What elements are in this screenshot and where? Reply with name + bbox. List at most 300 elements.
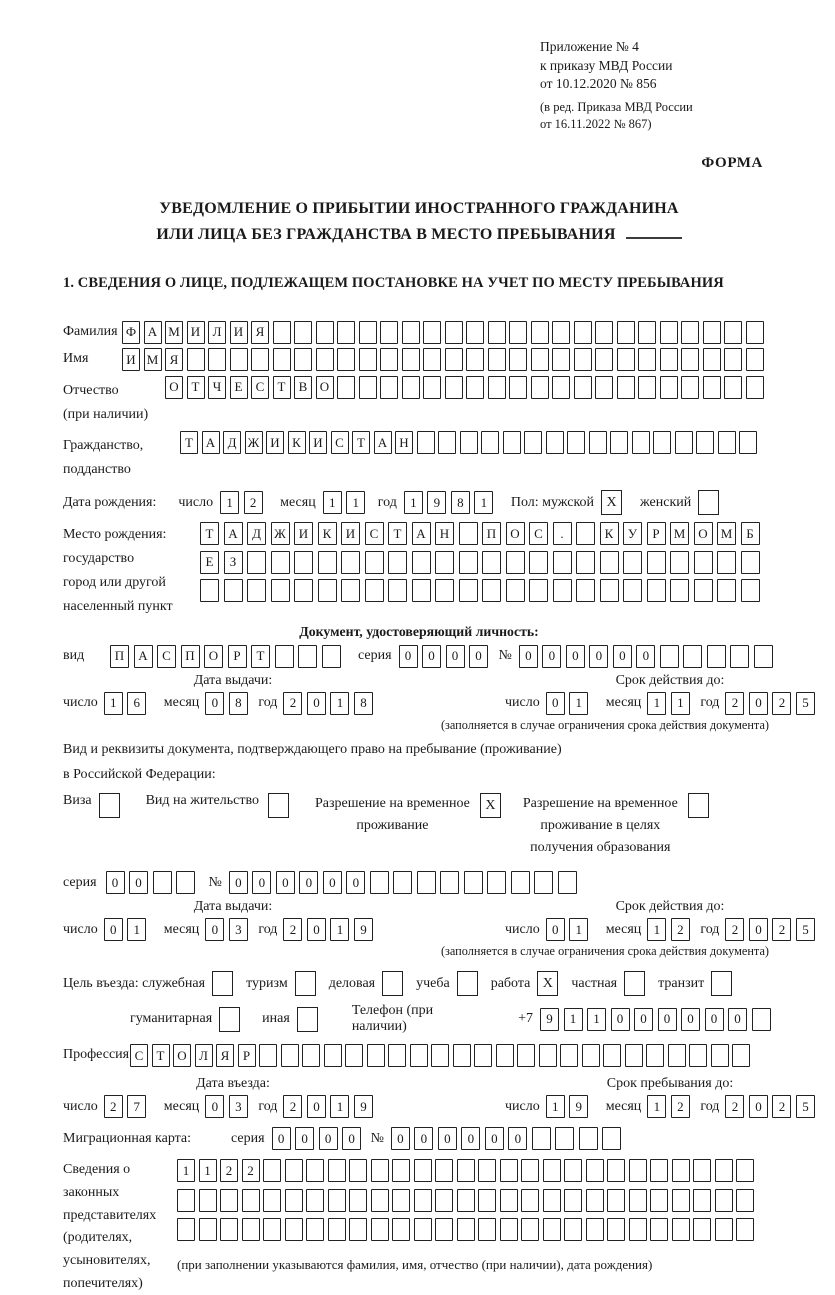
char-cell <box>567 431 585 454</box>
char-cell <box>402 348 420 371</box>
char-cell <box>689 1044 707 1067</box>
state-label: государство <box>63 551 135 567</box>
char-cell: 1 <box>587 1008 606 1031</box>
char-cell: И <box>309 431 327 454</box>
char-cell <box>500 1218 518 1241</box>
char-cell <box>199 1189 217 1212</box>
char-cell: У <box>623 522 642 545</box>
char-cell <box>711 1044 729 1067</box>
char-cell: П <box>482 522 501 545</box>
char-cell <box>328 1218 346 1241</box>
char-cell: О <box>165 376 183 399</box>
char-cell <box>694 579 713 602</box>
char-cell <box>316 348 334 371</box>
char-cell: Р <box>238 1044 256 1067</box>
month-label: месяц <box>605 1098 642 1114</box>
char-cell: О <box>316 376 334 399</box>
char-cell <box>646 1044 664 1067</box>
char-cell <box>602 1127 621 1150</box>
char-cell <box>322 645 341 668</box>
entry-month-boxes <box>205 1095 252 1118</box>
char-cell <box>586 1159 604 1182</box>
char-cell <box>306 1189 324 1212</box>
char-cell <box>464 871 483 894</box>
char-cell <box>629 1218 647 1241</box>
char-cell: А <box>224 522 243 545</box>
char-cell <box>715 1189 733 1212</box>
permit-valid-month-boxes <box>647 918 694 941</box>
char-cell: 1 <box>647 1095 666 1118</box>
representatives-boxes-row3 <box>177 1218 758 1241</box>
char-cell <box>610 431 628 454</box>
revision-line: от 16.11.2022 № 867) <box>540 117 652 132</box>
char-cell <box>718 431 736 454</box>
char-cell <box>414 1218 432 1241</box>
purpose-study-label: учеба <box>416 975 450 991</box>
char-cell: 0 <box>307 692 326 715</box>
char-cell: 0 <box>749 918 768 941</box>
char-cell: 5 <box>796 1095 815 1118</box>
char-cell: С <box>130 1044 148 1067</box>
char-cell: К <box>288 431 306 454</box>
citizenship-row <box>63 431 775 482</box>
char-cell <box>717 551 736 574</box>
char-cell <box>521 1159 539 1182</box>
char-cell: 2 <box>671 918 690 941</box>
doc-number-boxes <box>519 645 778 668</box>
permit-issue-date-label: Дата выдачи: <box>193 899 273 915</box>
char-cell <box>445 321 463 344</box>
char-cell <box>482 551 501 574</box>
char-cell: 0 <box>422 645 441 668</box>
char-cell: О <box>506 522 525 545</box>
char-cell <box>623 551 642 574</box>
month-label: месяц <box>163 695 200 711</box>
char-cell <box>586 1189 604 1212</box>
char-cell <box>488 376 506 399</box>
char-cell <box>423 348 441 371</box>
char-cell <box>715 1218 733 1241</box>
char-cell <box>488 321 506 344</box>
char-cell: 0 <box>129 871 148 894</box>
char-cell <box>595 376 613 399</box>
sex-male-label: Пол: мужской <box>510 494 595 510</box>
char-cell: 1 <box>323 491 342 514</box>
char-cell: Т <box>251 645 270 668</box>
char-cell <box>703 348 721 371</box>
appendix-line: от 10.12.2020 № 856 <box>540 76 657 92</box>
char-cell: Н <box>435 522 454 545</box>
day-label: число <box>178 494 214 510</box>
year-label: год <box>700 695 720 711</box>
char-cell <box>579 1127 598 1150</box>
char-cell <box>696 431 714 454</box>
char-cell: 2 <box>725 692 744 715</box>
char-cell <box>273 321 291 344</box>
char-cell: М <box>717 522 736 545</box>
char-cell: 1 <box>199 1159 217 1182</box>
char-cell <box>423 376 441 399</box>
char-cell <box>349 1189 367 1212</box>
visa-checkbox <box>99 793 120 818</box>
char-cell <box>511 871 530 894</box>
char-cell <box>703 376 721 399</box>
char-cell <box>478 1189 496 1212</box>
char-cell <box>251 348 269 371</box>
char-cell <box>647 551 666 574</box>
year-label: год <box>258 1098 278 1114</box>
char-cell <box>500 1189 518 1212</box>
char-cell <box>539 1044 557 1067</box>
char-cell <box>460 431 478 454</box>
temp-residence-edu-label-line2: проживание в целях <box>540 818 661 834</box>
char-cell <box>365 579 384 602</box>
char-cell <box>285 1218 303 1241</box>
doc-number-label: № <box>498 648 512 664</box>
purpose-other-checkbox <box>297 1007 318 1032</box>
doc-series-label: серия <box>358 648 392 664</box>
year-label: год <box>258 695 278 711</box>
char-cell <box>263 1159 281 1182</box>
char-cell <box>200 579 219 602</box>
char-cell: Н <box>395 431 413 454</box>
char-cell <box>672 1159 690 1182</box>
permit-number-label: № <box>208 874 222 890</box>
representatives-boxes-row1 <box>177 1159 758 1182</box>
char-cell <box>531 376 549 399</box>
doc-kind-label: вид <box>63 648 85 664</box>
char-cell <box>531 348 549 371</box>
purpose-study-checkbox <box>457 971 478 996</box>
permit-series-boxes <box>106 871 200 894</box>
char-cell: Л <box>195 1044 213 1067</box>
char-cell: 9 <box>427 491 446 514</box>
char-cell: 6 <box>127 692 146 715</box>
char-cell <box>560 1044 578 1067</box>
char-cell: 9 <box>569 1095 588 1118</box>
char-cell <box>414 1189 432 1212</box>
char-cell: 8 <box>354 692 373 715</box>
char-cell: 2 <box>671 1095 690 1118</box>
identity-doc-heading: Документ, удостоверяющий личность: <box>299 623 539 639</box>
char-cell: 9 <box>354 918 373 941</box>
char-cell <box>365 551 384 574</box>
char-cell: 9 <box>354 1095 373 1118</box>
purpose-transit-checkbox <box>711 971 732 996</box>
char-cell <box>589 431 607 454</box>
char-cell <box>324 1044 342 1067</box>
migration-card-row <box>63 1127 775 1150</box>
char-cell: О <box>694 522 713 545</box>
char-cell <box>294 321 312 344</box>
char-cell <box>294 579 313 602</box>
char-cell: Ф <box>122 321 140 344</box>
month-label: месяц <box>163 921 200 937</box>
char-cell: 5 <box>796 918 815 941</box>
char-cell <box>693 1218 711 1241</box>
char-cell: П <box>110 645 129 668</box>
patronymic-row <box>63 376 775 427</box>
char-cell <box>438 431 456 454</box>
month-label: месяц <box>280 494 316 510</box>
char-cell <box>247 551 266 574</box>
birth-place-boxes-row1 <box>200 522 764 545</box>
temp-residence-edu-label-line1: Разрешение на временное <box>522 796 678 812</box>
char-cell <box>595 321 613 344</box>
permit-series-label: серия <box>63 874 97 890</box>
char-cell: 0 <box>342 1127 361 1150</box>
char-cell <box>754 645 773 668</box>
char-cell <box>414 1159 432 1182</box>
char-cell: Т <box>152 1044 170 1067</box>
patronymic-note: (при наличии) <box>63 406 149 422</box>
char-cell: 2 <box>772 918 791 941</box>
char-cell <box>275 645 294 668</box>
char-cell: Я <box>165 348 183 371</box>
char-cell <box>431 1044 449 1067</box>
permit-valid-until-label: Срок действия до: <box>615 899 725 915</box>
char-cell <box>487 871 506 894</box>
char-cell: Я <box>251 321 269 344</box>
char-cell: 0 <box>634 1008 653 1031</box>
char-cell <box>466 376 484 399</box>
char-cell: 2 <box>242 1159 260 1182</box>
char-cell <box>402 321 420 344</box>
char-cell <box>281 1044 299 1067</box>
char-cell <box>739 431 757 454</box>
purpose-official-checkbox <box>212 971 233 996</box>
char-cell <box>263 1189 281 1212</box>
char-cell <box>681 376 699 399</box>
entry-dates-row <box>63 1076 809 1118</box>
purpose-tourism-label: туризм <box>246 975 288 991</box>
char-cell: 0 <box>346 871 365 894</box>
char-cell: 0 <box>658 1008 677 1031</box>
char-cell: 0 <box>589 645 608 668</box>
char-cell: 9 <box>540 1008 559 1031</box>
char-cell: Е <box>230 376 248 399</box>
purpose-transit-label: транзит <box>658 975 705 991</box>
char-cell <box>717 579 736 602</box>
char-cell: В <box>294 376 312 399</box>
char-cell <box>435 579 454 602</box>
city-label1: город или другой <box>63 575 166 591</box>
char-cell <box>638 348 656 371</box>
day-label: число <box>505 1098 540 1114</box>
month-label: месяц <box>605 921 642 937</box>
char-cell <box>694 551 713 574</box>
temp-residence-label-line1: Разрешение на временное <box>314 796 470 812</box>
char-cell <box>741 579 760 602</box>
char-cell <box>371 1189 389 1212</box>
char-cell <box>412 551 431 574</box>
char-cell <box>488 348 506 371</box>
char-cell: 0 <box>323 871 342 894</box>
char-cell: 8 <box>229 692 248 715</box>
char-cell <box>576 579 595 602</box>
char-cell: Ч <box>208 376 226 399</box>
char-cell: 0 <box>205 1095 224 1118</box>
char-cell <box>660 321 678 344</box>
char-cell <box>271 579 290 602</box>
char-cell: Т <box>187 376 205 399</box>
char-cell <box>595 348 613 371</box>
rep-label-line4: (родителях, <box>63 1230 133 1246</box>
purpose-work-checkbox: X <box>537 971 558 996</box>
char-cell: 1 <box>177 1159 195 1182</box>
char-cell <box>574 376 592 399</box>
char-cell <box>445 376 463 399</box>
char-cell <box>388 579 407 602</box>
entry-purpose-row2 <box>130 1003 775 1035</box>
char-cell <box>672 1218 690 1241</box>
char-cell: М <box>670 522 689 545</box>
temp-residence-checkbox: X <box>480 793 501 818</box>
rep-label-line2: законных <box>63 1185 120 1201</box>
char-cell <box>359 321 377 344</box>
char-cell: О <box>173 1044 191 1067</box>
form-title-line1: УВЕДОМЛЕНИЕ О ПРИБЫТИИ ИНОСТРАННОГО ГРАЖДАНИНА <box>159 200 679 218</box>
permit-issue-day-boxes <box>104 918 151 941</box>
birth-year-boxes <box>404 491 498 514</box>
char-cell <box>263 1218 281 1241</box>
char-cell <box>316 321 334 344</box>
permit-valid-year-boxes <box>725 918 819 941</box>
char-cell: И <box>187 321 205 344</box>
char-cell: А <box>374 431 392 454</box>
char-cell <box>670 579 689 602</box>
char-cell: 0 <box>705 1008 724 1031</box>
appendix-line: Приложение № 4 <box>540 39 639 54</box>
birth-month-boxes <box>323 491 370 514</box>
char-cell <box>529 551 548 574</box>
char-cell <box>607 1159 625 1182</box>
char-cell: 0 <box>446 645 465 668</box>
char-cell <box>752 1008 771 1031</box>
char-cell: 2 <box>283 1095 302 1118</box>
char-cell <box>650 1218 668 1241</box>
char-cell <box>600 579 619 602</box>
char-cell: И <box>341 522 360 545</box>
char-cell: М <box>165 321 183 344</box>
char-cell <box>459 579 478 602</box>
char-cell <box>302 1044 320 1067</box>
surname-boxes <box>122 321 767 344</box>
char-cell: Л <box>208 321 226 344</box>
char-cell: 0 <box>613 645 632 668</box>
char-cell: И <box>266 431 284 454</box>
char-cell: 0 <box>319 1127 338 1150</box>
char-cell: 0 <box>728 1008 747 1031</box>
doc-valid-month-boxes <box>647 692 694 715</box>
citizenship-boxes <box>180 431 761 454</box>
char-cell <box>392 1159 410 1182</box>
temp-residence-edu-checkbox <box>688 793 709 818</box>
sex-female-checkbox <box>698 490 719 515</box>
entry-date-label: Дата въезда: <box>196 1076 270 1092</box>
birth-place-boxes-row2 <box>200 551 764 574</box>
char-cell: 0 <box>399 645 418 668</box>
char-cell: 0 <box>307 1095 326 1118</box>
residence-permit-label: Вид на жительство <box>145 793 259 809</box>
char-cell: 1 <box>330 1095 349 1118</box>
char-cell: Ж <box>271 522 290 545</box>
char-cell <box>341 551 360 574</box>
phone-label: Телефон (при наличии) <box>351 1003 434 1035</box>
char-cell <box>478 1159 496 1182</box>
char-cell <box>552 348 570 371</box>
char-cell <box>349 1159 367 1182</box>
char-cell: 0 <box>307 918 326 941</box>
migration-card-label: Миграционная карта: <box>63 1130 192 1146</box>
char-cell <box>555 1127 574 1150</box>
birth-date-label: Дата рождения: <box>63 494 157 510</box>
char-cell <box>558 871 577 894</box>
char-cell: К <box>600 522 619 545</box>
char-cell <box>453 1044 471 1067</box>
char-cell <box>586 1218 604 1241</box>
char-cell <box>417 431 435 454</box>
char-cell <box>668 1044 686 1067</box>
city-label2: населенный пункт <box>63 599 173 615</box>
char-cell <box>435 1189 453 1212</box>
char-cell <box>242 1218 260 1241</box>
char-cell <box>653 431 671 454</box>
representatives-row <box>63 1159 775 1295</box>
char-cell: 0 <box>546 918 565 941</box>
permit-issue-month-boxes <box>205 918 252 941</box>
char-cell <box>681 321 699 344</box>
month-label: месяц <box>605 695 642 711</box>
char-cell <box>337 348 355 371</box>
char-cell <box>531 321 549 344</box>
year-label: год <box>700 921 720 937</box>
char-cell: З <box>224 551 243 574</box>
char-cell <box>576 522 595 545</box>
char-cell <box>506 579 525 602</box>
char-cell: А <box>144 321 162 344</box>
char-cell <box>506 551 525 574</box>
char-cell <box>553 551 572 574</box>
doc-series-boxes <box>399 645 493 668</box>
char-cell <box>466 321 484 344</box>
char-cell <box>478 1218 496 1241</box>
temp-residence-label-line2: проживание <box>356 818 429 834</box>
char-cell <box>306 1159 324 1182</box>
doc-issue-month-boxes <box>205 692 252 715</box>
title-blank-underline <box>626 237 682 239</box>
char-cell <box>466 348 484 371</box>
char-cell <box>496 1044 514 1067</box>
char-cell: Д <box>247 522 266 545</box>
char-cell: А <box>412 522 431 545</box>
char-cell <box>500 1159 518 1182</box>
char-cell <box>177 1189 195 1212</box>
char-cell: 2 <box>104 1095 123 1118</box>
rep-label-line5: усыновителях, <box>63 1253 151 1269</box>
appendix-line: к приказу МВД России <box>540 57 673 73</box>
char-cell <box>564 1159 582 1182</box>
section1-heading: 1. СВЕДЕНИЯ О ЛИЦЕ, ПОДЛЕЖАЩЕМ ПОСТАНОВКЕ НА УЧЕТ ПО МЕСТУ ПРЕБЫВАНИЯ <box>63 274 724 291</box>
char-cell: 2 <box>725 1095 744 1118</box>
char-cell: Д <box>223 431 241 454</box>
char-cell: 1 <box>127 918 146 941</box>
given-name-label: Имя <box>63 351 89 367</box>
char-cell <box>318 551 337 574</box>
stay-month-boxes <box>647 1095 694 1118</box>
residence-doc-line2: в Российской Федерации: <box>63 767 216 783</box>
char-cell <box>341 579 360 602</box>
